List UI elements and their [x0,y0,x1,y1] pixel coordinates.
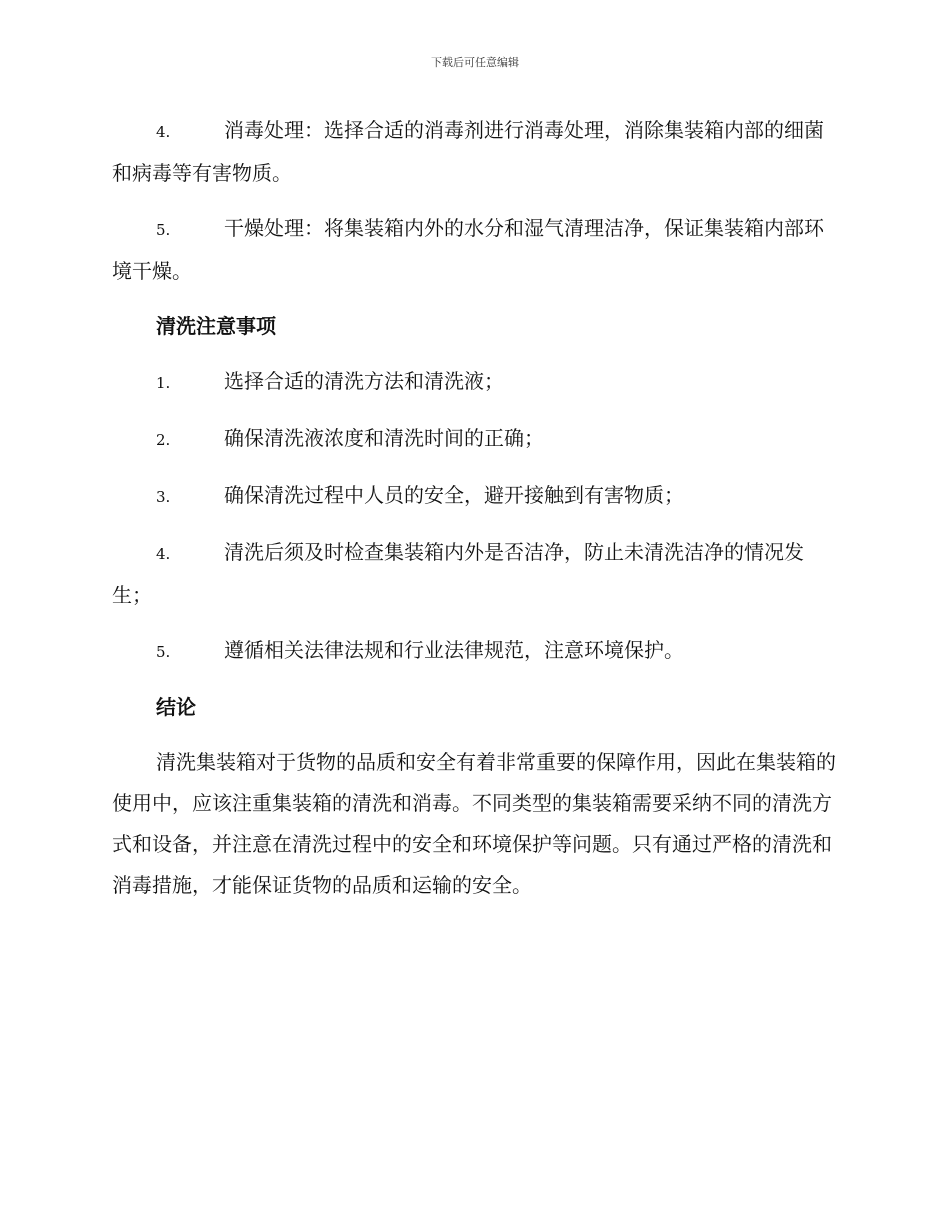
list-number: 1. [156,374,171,392]
list-number: 5. [156,221,171,239]
section-heading-notes: 清洗注意事项 [156,314,276,338]
list-item [112,208,840,292]
list-item [112,630,840,673]
document-body [112,110,840,906]
list-text: 消毒处理：选择合适的消毒剂进行消毒处理，消除集装箱内部的细菌和病毒等有害物质。 [112,118,824,185]
list-item [112,532,840,616]
list-number: 2. [156,431,171,449]
list-number: 3. [156,488,171,506]
conclusion-paragraph: 清洗集装箱对于货物的品质和安全有着非常重要的保障作用，因此在集装箱的使用中，应该注重集装箱的清洗和消毒。不同类型的集装箱需要采纳不同的清洗方式和设备，并注意在清洗过程中的安全和环境保护等问题。只有通过严格的清洗和消毒措施，才能保证货物的品质和运输的安全。 [112,750,836,897]
list-text: 干燥处理：将集装箱内外的水分和湿气清理洁净，保证集装箱内部环境干燥。 [112,216,824,283]
list-number: 5. [156,643,171,661]
list-number: 4. [156,545,171,563]
page-header: 下载后可任意编辑 [431,56,519,69]
list-text: 清洗后须及时检查集装箱内外是否洁净，防止未清洗洁净的情况发生； [112,540,804,607]
list-item [112,361,840,404]
list-text: 选择合适的清洗方法和清洗液； [224,369,504,393]
list-text: 确保清洗过程中人员的安全，避开接触到有害物质； [224,483,684,507]
list-item [112,475,840,518]
list-number: 4. [156,123,171,141]
section-heading-conclusion: 结论 [156,695,196,719]
list-text: 确保清洗液浓度和清洗时间的正确； [224,426,544,450]
list-text: 遵循相关法律法规和行业法律规范，注意环境保护。 [224,638,684,662]
list-item [112,110,840,194]
list-item [112,418,840,461]
